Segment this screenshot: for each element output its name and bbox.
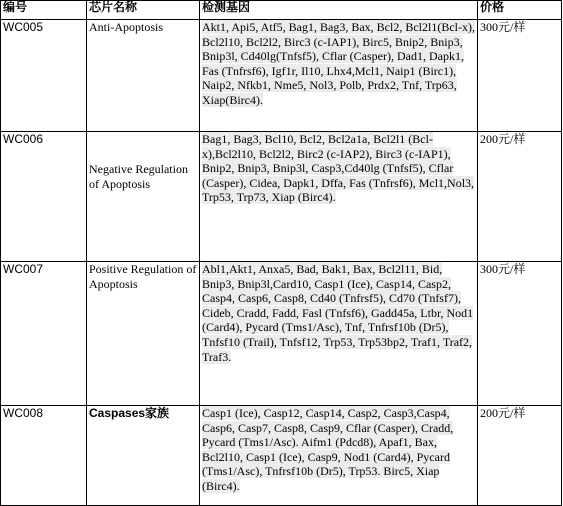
gene-list [200,20,478,132]
gene-list-text: Abl1,Akt1, Anxa5, Bad, Bak1, Bax, Bcl2l11, Bid, Bnip3, Bnip3l,Card10, Casp1 (Ice), Casp14, Casp2, Casp4, Casp6, Casp8, Cd40 (Tnfrsf5), Cd70 (Tnfsf7), Cideb, Cradd, Fadd, Fasl (Tnfsf6), Gadd45a, Ltbr, Nod1 (Card4), Pycard (Tms1/Asc), Tnf, Tnfrsf10b (Dr5), Tnfsf10 (Trail), Tnfsf12, Trp53, Trp53bp2, Traf1, Traf2, Traf3. [202,262,474,364]
gene-list [200,262,478,406]
chip-price: 200元/样 [478,132,562,262]
chip-code: WC005 [1,20,87,132]
header-code: 编号 [1,1,87,20]
table-row [1,20,562,132]
gene-list-text: Akt1, Api5, Atf5, Bag1, Bag3, Bax, Bcl2, Bcl2l1(Bcl-x), Bcl2l10, Bcl2l2, Birc3 (c-IAP1), Birc5, Bnip2, Bnip3, Bnip3l, Cd40lg(Tnfsf5), Cflar (Casper), Dad1, Dapk1, Fas (Tnfrsf6), Igf1r, Il10, Lhx4,Mcl1, Naip1 (Birc1), Naip2, Nfkb1, Nme5, Nol3, Polb, Prdx2, Tnf, Trp63, Xiap(Birc4). [202,20,475,107]
table-row [1,406,562,506]
chip-name [87,406,200,506]
chip-name-text: Caspases家族 [89,406,170,420]
chip-price: 200元/样 [478,406,562,506]
chip-price: 300元/样 [478,20,562,132]
chip-name: Anti-Apoptosis [87,20,200,132]
header-name: 芯片名称 [87,1,200,20]
chip-name: Negative Regulation of Apoptosis [87,132,200,262]
gene-list-text: Bag1, Bag3, Bcl10, Bcl2, Bcl2a1a, Bcl2l1 (Bcl-x),Bcl2l10, Bcl2l2, Birc2 (c-IAP2), Birc3 (c-IAP1), Bnip2, Bnip3, Bnip3l, Casp3,Cd40lg (Tnfsf5), Cflar (Casper), Cidea, Dapk1, Dffa, Fas (Tnfrsf6), Mcl1,Nol3, Trp53, Trp73, Xiap (Birc4). [202,132,475,205]
chip-name: Positive Regulation of Apoptosis [87,262,200,406]
table-row [1,132,562,262]
chip-price: 300元/样 [478,262,562,406]
gene-list [200,406,478,506]
chip-code: WC007 [1,262,87,406]
header-genes: 检测基因 [200,1,478,20]
chip-code: WC006 [1,132,87,262]
chip-code: WC008 [1,406,87,506]
header-price: 价格 [478,1,562,20]
table-row [1,262,562,406]
gene-list [200,132,478,262]
header-row [1,1,562,20]
gene-list-text: Casp1 (Ice), Casp12, Casp14, Casp2, Casp3,Casp4, Casp6, Casp7, Casp8, Casp9, Cflar (Casper), Cradd, Pycard (Tms1/Asc). Aifm1 (Pdcd8), Apaf1, Bax, Bcl2l10, Casp1 (Ice), Casp9, Nod1 (Card4), Pycard (Tms1/Asc), Tnfrsf10b (Dr5), Trp53. Birc5, Xiap (Birc4). [202,406,454,493]
